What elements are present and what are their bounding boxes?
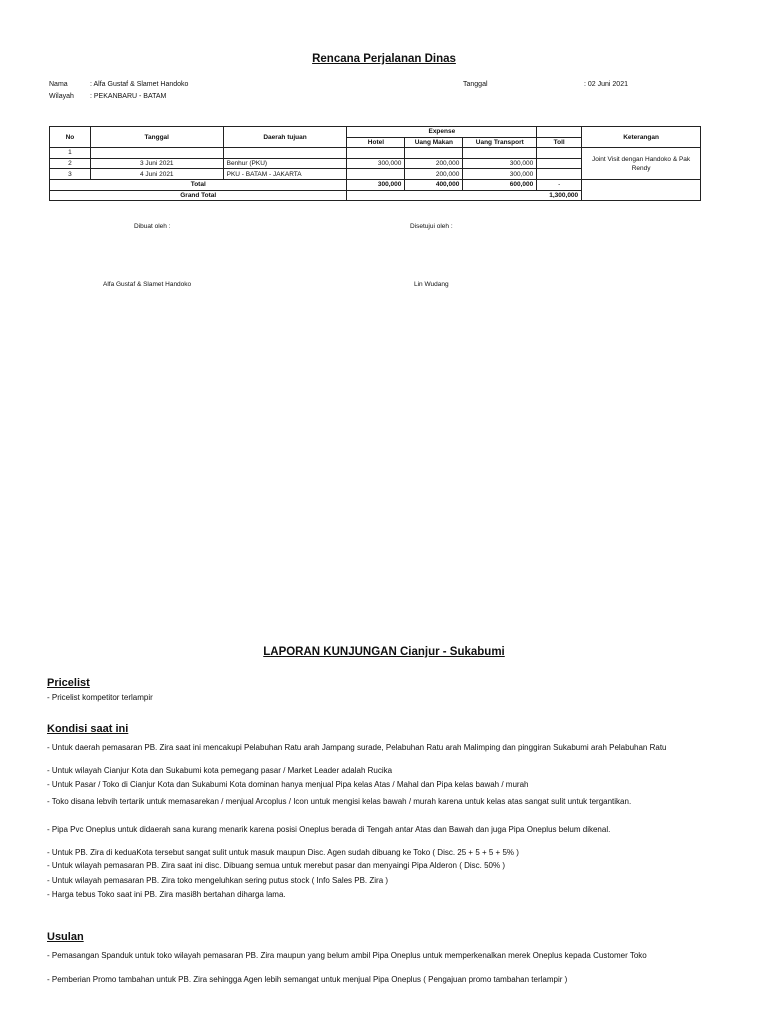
table-row [50, 148, 701, 159]
nama-value: : Alfa Gustaf & Slamet Handoko [90, 81, 189, 88]
usulan-heading: Usulan [47, 931, 84, 943]
tanggal-label: Tanggal [463, 81, 488, 88]
cell-no: 2 [50, 158, 91, 169]
total-toll: - [537, 179, 582, 190]
cell-tanggal [90, 148, 223, 159]
cell-hotel [347, 169, 405, 180]
pricelist-text: - Pricelist kompetitor terlampir [47, 693, 153, 702]
cell-toll [537, 169, 582, 180]
expense-table [49, 126, 701, 201]
total-row [50, 179, 701, 190]
cell-makan: 200,000 [405, 169, 463, 180]
total-transport: 600,000 [463, 179, 537, 190]
keterangan-blank [582, 179, 701, 200]
header-uang-makan: Uang Makan [405, 137, 463, 148]
list-item: - Pemasangan Spanduk untuk toko wilayah pemasaran PB. Zira maupun yang belum ambil Pipa Oneplus untuk memperkenalkan merek Oneplus kepada Customer Toko [47, 951, 647, 960]
total-makan: 400,000 [405, 179, 463, 190]
wilayah-value: : PEKANBARU - BATAM [90, 93, 167, 100]
list-item: - Toko disana lebvih tertarik untuk memasarekan / menjual Arcoplus / Icon untuk mengisi kelas bawah / murah karena untuk kelas atas sangat sulit untuk tergantikan. [47, 797, 632, 806]
cell-no: 3 [50, 169, 91, 180]
cell-transport: 300,000 [463, 169, 537, 180]
cell-no: 1 [50, 148, 91, 159]
header-hotel: Hotel [347, 137, 405, 148]
list-item: - Untuk wilayah Cianjur Kota dan Sukabumi kota pemegang pasar / Market Leader adalah Rucika [47, 766, 393, 775]
wilayah-label: Wilayah [49, 93, 74, 100]
dibuat-oleh-label: Dibuat oleh : [134, 223, 171, 230]
signatory-left: Alfa Gustaf & Slamet Handoko [103, 281, 192, 288]
list-item: - Untuk wilayah pemasaran PB. Zira toko mengeluhkan sering putus stock ( Info Sales PB. Zira ) [47, 876, 389, 885]
signatory-right: Lin Wudang [414, 281, 449, 288]
list-item: - Untuk Pasar / Toko di Cianjur Kota dan Sukabumi Kota dominan hanya menjual Pipa kelas Atas / Mahal dan Pipa kelas bawah / murah [47, 780, 529, 789]
cell-hotel: 300,000 [347, 158, 405, 169]
list-item: - Untuk wilayah pemasaran PB. Zira saat ini disc. Dibuang semua untuk merebut pasar dan menyaingi Pipa Alderon ( Disc. 50% ) [47, 861, 506, 870]
list-item: - Harga tebus Toko saat ini PB. Zira masi8h bertahan diharga lama. [47, 890, 286, 899]
list-item: - Untuk daerah pemasaran PB. Zira saat ini mencakupi Pelabuhan Ratu arah Jampang surade, Pelabuhan Ratu arah Malimping dan pinggiran Sukabumi arah Pelabuhan Ratu [47, 743, 667, 752]
laporan-title: LAPORAN KUNJUNGAN Cianjur - Sukabumi [263, 646, 505, 658]
cell-toll [537, 158, 582, 169]
header-uang-transport: Uang Transport [463, 137, 537, 148]
header-blank [537, 127, 582, 138]
header-keterangan: Keterangan [582, 127, 701, 148]
list-item: - Pipa Pvc Oneplus untuk didaerah sana kurang menarik karena posisi Oneplus berada di Tengah antar Atas dan Bawah dan juga Pipa Oneplus belum dikenal. [47, 825, 611, 834]
header-daerah-tujuan: Daerah tujuan [223, 127, 347, 148]
cell-tanggal: 4 Juni 2021 [90, 169, 223, 180]
cell-daerah: Benhur (PKU) [223, 158, 347, 169]
nama-label: Nama [49, 81, 68, 88]
grand-total-value: 1,300,000 [347, 190, 582, 201]
list-item: - Untuk PB. Zira di keduaKota tersebut sangat sulit untuk masuk maupun Disc. Agen sudah dibuang ke Toko ( Disc. 25 + 5 + 5 + 5% ) [47, 848, 519, 857]
tanggal-value: : 02 Juni 2021 [584, 81, 628, 88]
header-tanggal: Tanggal [90, 127, 223, 148]
pricelist-heading: Pricelist [47, 677, 90, 689]
header-toll: Toll [537, 137, 582, 148]
kondisi-heading: Kondisi saat ini [47, 723, 129, 735]
cell-daerah [223, 148, 347, 159]
cell-keterangan: Joint Visit dengan Handoko & Pak Rendy [582, 148, 701, 180]
list-item: - Pemberian Promo tambahan untuk PB. Zira sehingga Agen lebih semangat untuk menjual Pipa Oneplus ( Pengajuan promo tambahan terlampir ) [47, 975, 568, 984]
header-no: No [50, 127, 91, 148]
disetujui-oleh-label: Disetujui oleh : [410, 223, 453, 230]
cell-toll [537, 148, 582, 159]
cell-tanggal: 3 Juni 2021 [90, 158, 223, 169]
cell-transport: 300,000 [463, 158, 537, 169]
header-expense: Expense [347, 127, 537, 138]
cell-daerah: PKU - BATAM - JAKARTA [223, 169, 347, 180]
cell-transport [463, 148, 537, 159]
total-hotel: 300,000 [347, 179, 405, 190]
grand-total-label: Grand Total [50, 190, 347, 201]
rpd-title: Rencana Perjalanan Dinas [312, 53, 456, 65]
total-label: Total [50, 179, 347, 190]
cell-makan: 200,000 [405, 158, 463, 169]
cell-makan [405, 148, 463, 159]
cell-hotel [347, 148, 405, 159]
